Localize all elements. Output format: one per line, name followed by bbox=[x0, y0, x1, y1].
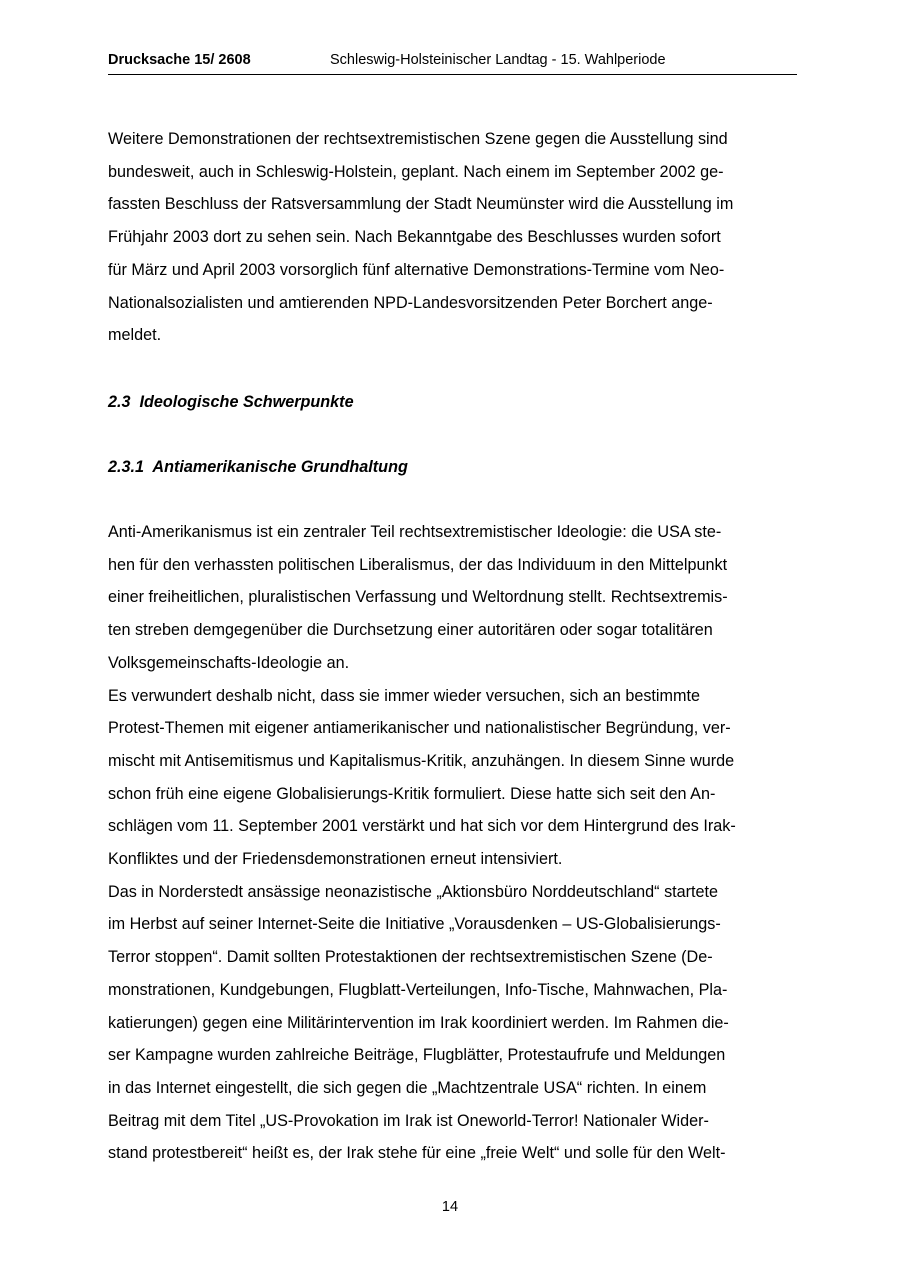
text-line: ser Kampagne wurden zahlreiche Beiträge, Flugblätter, Protestaufrufe und Meldungen bbox=[108, 1046, 726, 1065]
text-line: für März und April 2003 vorsorglich fünf alternative Demonstrations-Termine vom Neo- bbox=[108, 260, 725, 279]
text-line: stand protestbereit“ heißt es, der Irak stehe für eine „freie Welt“ und solle für den Welt- bbox=[108, 1144, 726, 1163]
text-line: schlägen vom 11. September 2001 verstärkt und hat sich vor dem Hintergrund des Irak- bbox=[108, 817, 736, 836]
subsection-heading: 2.3.1 Antiamerikanische Grundhaltung bbox=[108, 458, 408, 476]
text-line: Das in Norderstedt ansässige neonazistische „Aktionsbüro Norddeutschland“ startete bbox=[108, 882, 719, 901]
section-heading: 2.3 Ideologische Schwerpunkte bbox=[108, 393, 354, 411]
text-line: einer freiheitlichen, pluralistischen Verfassung und Weltordnung stellt. Rechtsextremis- bbox=[108, 588, 728, 607]
text-line: in das Internet eingestellt, die sich gegen die „Machtzentrale USA“ richten. In einem bbox=[108, 1078, 707, 1097]
page-header bbox=[108, 52, 797, 75]
text-line: katierungen) gegen eine Militärintervention im Irak koordiniert werden. Im Rahmen die- bbox=[108, 1013, 729, 1032]
document-code: Drucksache 15/ 2608 bbox=[108, 52, 251, 68]
text-line: schon früh eine eigene Globalisierungs-Kritik formuliert. Diese hatte sich seit den An- bbox=[108, 784, 716, 803]
text-line: bundesweit, auch in Schleswig-Holstein, geplant. Nach einem im September 2002 ge- bbox=[108, 162, 724, 181]
text-line: ten streben demgegenüber die Durchsetzung einer autoritären oder sogar totalitären bbox=[108, 621, 713, 640]
text-line: Volksgemeinschafts-Ideologie an. bbox=[108, 653, 350, 672]
text-line: Anti-Amerikanismus ist ein zentraler Teil rechtsextremistischer Ideologie: die USA ste- bbox=[108, 523, 722, 541]
text-line: Frühjahr 2003 dort zu sehen sein. Nach Bekanntgabe des Beschlusses wurden sofort bbox=[108, 228, 721, 247]
text-line: Terror stoppen“. Damit sollten Protestaktionen der rechtsextremistischen Szene (De- bbox=[108, 948, 713, 967]
paragraph-anti-americanism bbox=[108, 516, 798, 1170]
text-line: Es verwundert deshalb nicht, dass sie immer wieder versuchen, sich an bestimmte bbox=[108, 686, 700, 705]
page-number: 14 bbox=[441, 1199, 459, 1215]
text-line: monstrationen, Kundgebungen, Flugblatt-Verteilungen, Info-Tische, Mahnwachen, Pla- bbox=[108, 980, 728, 999]
text-line: Konfliktes und der Friedensdemonstrationen erneut intensiviert. bbox=[108, 850, 563, 869]
text-line: mischt mit Antisemitismus und Kapitalismus-Kritik, anzuhängen. In diesem Sinne wurde bbox=[108, 751, 735, 770]
text-line: Weitere Demonstrationen der rechtsextremistischen Szene gegen die Ausstellung sind bbox=[108, 130, 728, 148]
text-line: meldet. bbox=[108, 326, 162, 345]
text-line: hen für den verhassten politischen Liberalismus, der das Individuum in den Mittelpunkt bbox=[108, 555, 728, 574]
text-line: Nationalsozialisten und amtierenden NPD-Landesvorsitzenden Peter Borchert ange- bbox=[108, 293, 713, 312]
text-line: Beitrag mit dem Titel „US-Provokation im Irak ist Oneworld-Terror! Nationaler Wider- bbox=[108, 1111, 709, 1130]
text-line: im Herbst auf seiner Internet-Seite die Initiative „Vorausdenken – US-Globalisierungs- bbox=[108, 915, 721, 934]
text-line: Protest-Themen mit eigener antiamerikanischer und nationalistischer Begründung, ver- bbox=[108, 719, 731, 738]
text-line: fassten Beschluss der Ratsversammlung der Stadt Neumünster wird die Ausstellung im bbox=[108, 195, 734, 214]
header-title: Schleswig-Holsteinischer Landtag - 15. Wahlperiode bbox=[330, 52, 666, 68]
paragraph-exhibition-demonstrations bbox=[108, 123, 798, 352]
